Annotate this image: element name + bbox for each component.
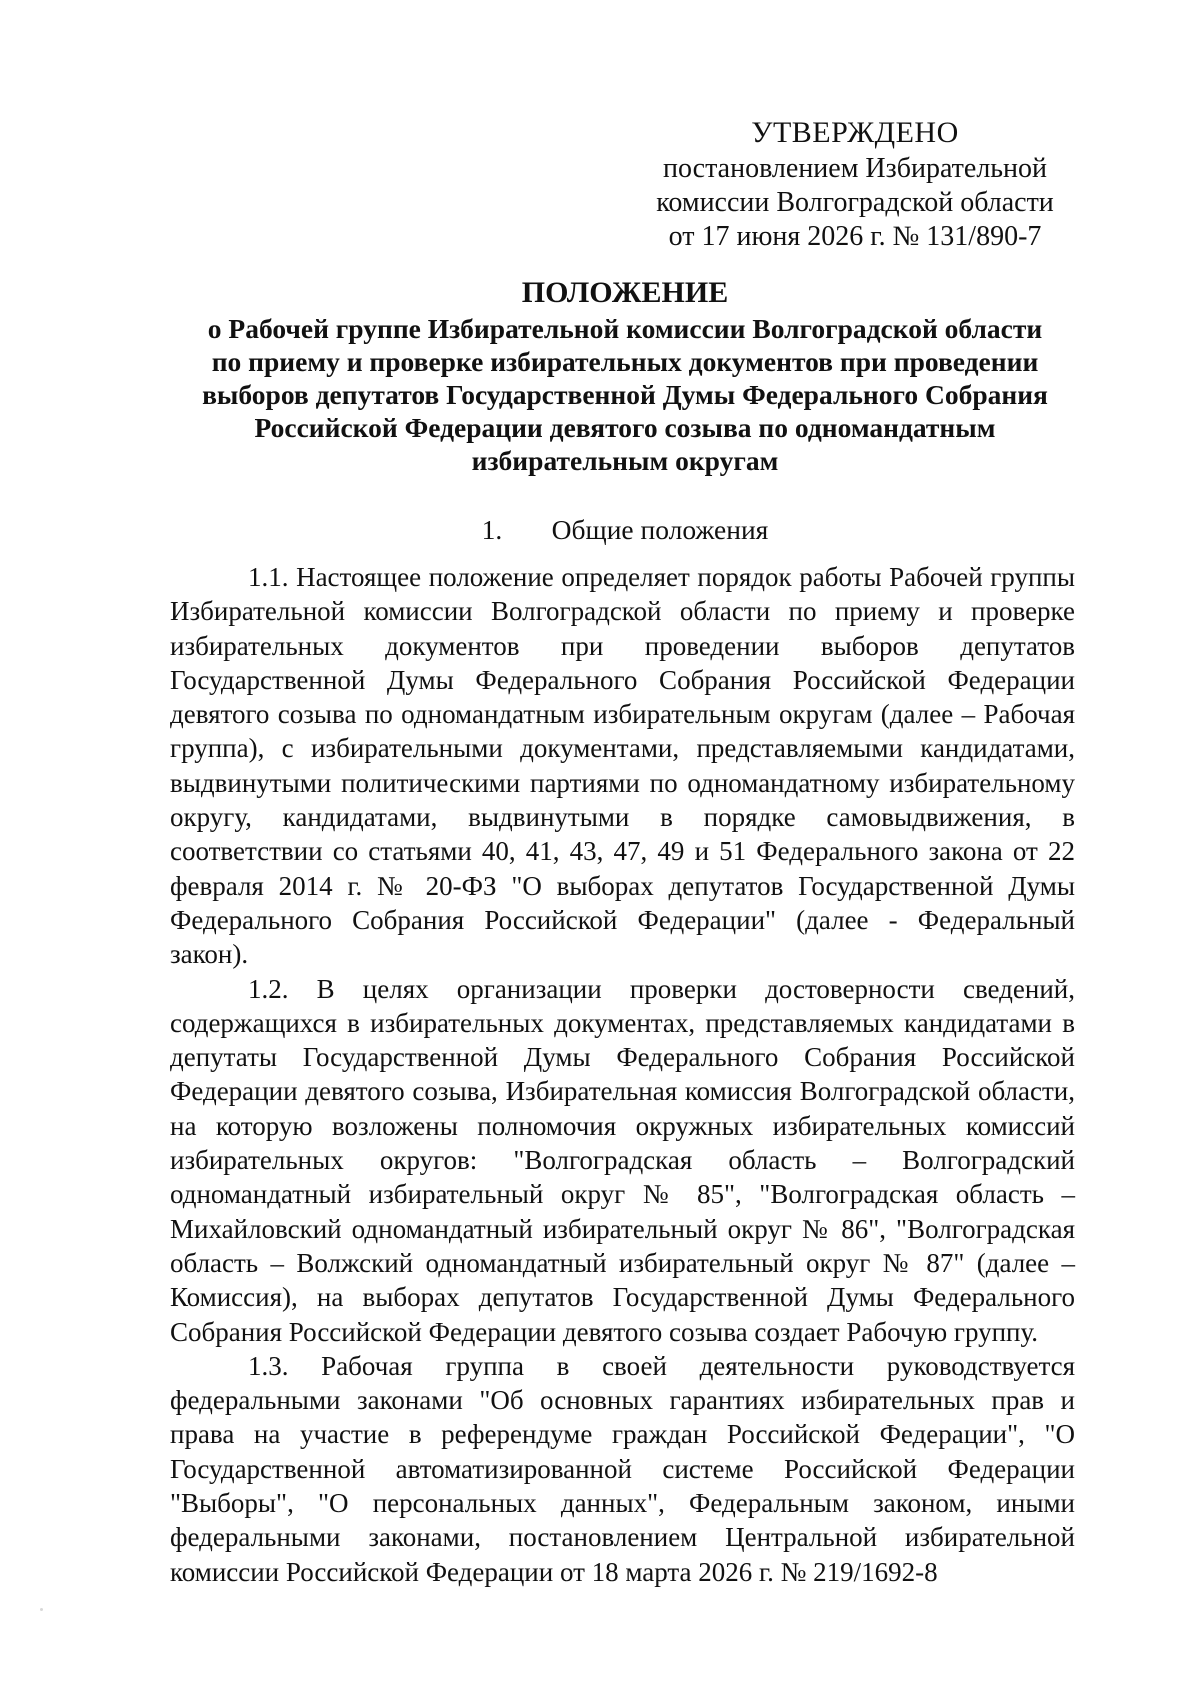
approval-stamp — [640, 116, 1070, 254]
paragraph-1-2: 1.2. В целях организации проверки достоверности сведений, содержащихся в избирательных документах, представляемых кандидатами в депутаты Государственной Думы Федерального Собрания Российской Федерации девятого созыва, Избирательная комиссия Волгоградской области, на которую возложены полномочия окружных избирательных комиссий избирательных округов: "Волгоградская область – Волгоградский одномандатный избирательный округ № 85", "Волгоградская область – Михайловский одномандатный избирательный округ № 86", "Волгоградская область – Волжский одномандатный избирательный округ № 87" (далее – Комиссия), на выборах депутатов Государственной Думы Федерального Собрания Российской Федерации девятого созыва создает Рабочую группу. — [170, 973, 1075, 1347]
document-body — [170, 560, 1075, 1589]
approval-line: комиссии Волгоградской области — [656, 187, 1054, 218]
document-title: ПОЛОЖЕНИЕ — [521, 276, 729, 309]
approval-title: УТВЕРЖДЕНО — [751, 116, 959, 149]
section-number: 1. — [481, 514, 503, 545]
subtitle-line: выборов депутатов Государственной Думы Федерального Собрания — [202, 379, 1048, 410]
subtitle-line: избирательным округам — [471, 445, 779, 476]
paragraph-1-3: 1.3. Рабочая группа в своей деятельности руководствуется федеральными законами "Об основных гарантиях избирательных прав и права на участие в референдуме граждан Российской Федерации", "О Государственной автоматизированной системе Российской Федерации "Выборы", "О персональных данных", Федеральным законом, иными федеральными законами, постановлением Центральной избирательной комиссии Российской Федерации от 18 марта 2026 г. № 219/1692-8 — [170, 1350, 1075, 1587]
subtitle-line: по приему и проверке избирательных документов при проведении — [211, 346, 1039, 377]
subtitle-line: Российской Федерации девятого созыва по одномандатным — [254, 412, 996, 443]
document-subtitle — [160, 312, 1090, 477]
approval-line: постановлением Избирательной — [662, 153, 1048, 184]
subtitle-line: о Рабочей группе Избирательной комиссии Волгоградской области — [207, 313, 1043, 344]
paragraph-1-1: 1.1. Настоящее положение определяет порядок работы Рабочей группы Избирательной комиссии Волгоградской области по приему и проверке избирательных документов при проведении выборов депутатов Государственной Думы Федерального Собрания Российской Федерации девятого созыва по одномандатным избирательным округам (далее – Рабочая группа), с избирательными документами, представляемыми кандидатами, выдвинутыми политическими партиями по одномандатному избирательному округу, кандидатами, выдвинутыми в порядке самовыдвижения, в соответствии со статьями 40, 41, 43, 47, 49 и 51 Федерального закона от 22 февраля 2014 г. № 20-ФЗ "О выборах депутатов Государственной Думы Федерального Собрания Российской Федерации" (далее - Федеральный закон). — [170, 562, 1075, 970]
section-title: Общие положения — [551, 514, 769, 545]
scan-artifact — [40, 1608, 43, 1611]
approval-line: от 17 июня 2026 г. № 131/890-7 — [668, 221, 1042, 252]
section-heading — [160, 513, 1090, 546]
